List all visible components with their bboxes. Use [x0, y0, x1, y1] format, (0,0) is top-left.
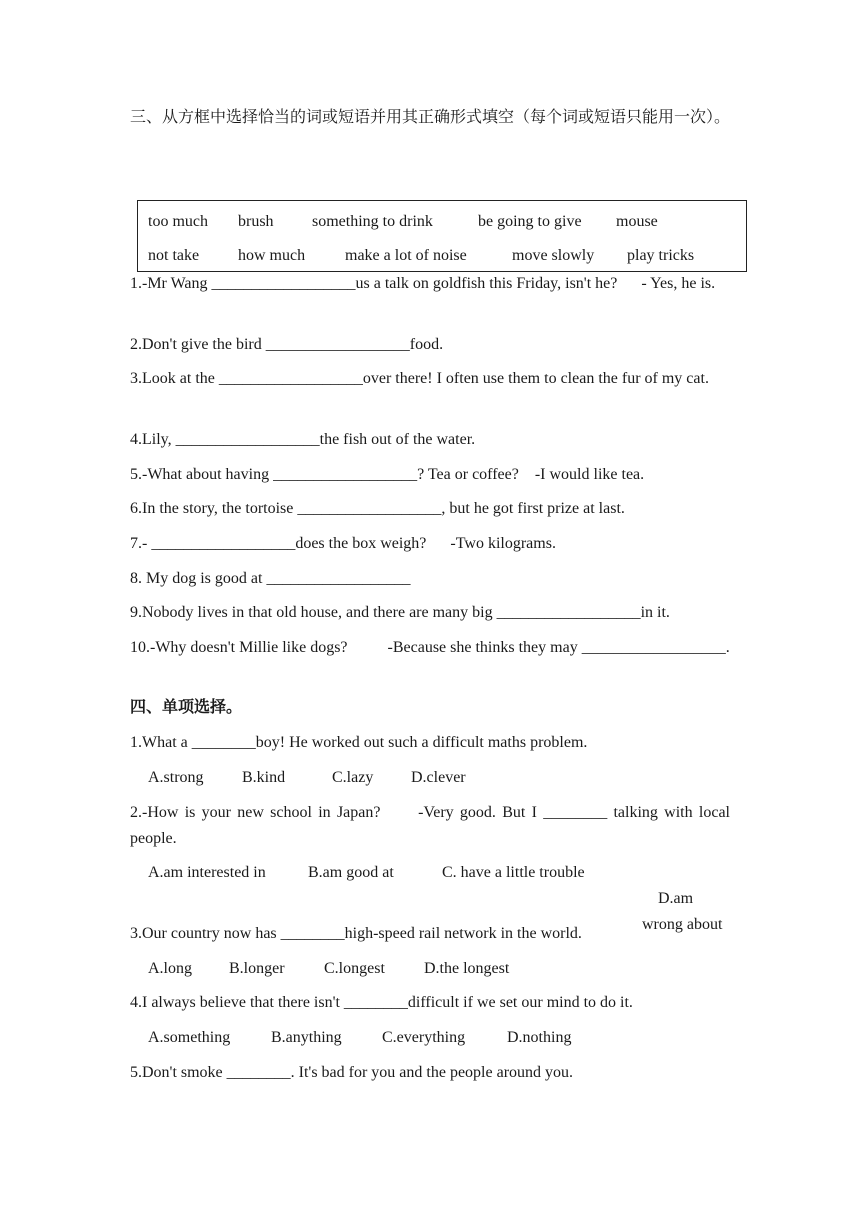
- fill-question-6: 6.In the story, the tortoise __________________, but he got first prize at last.: [130, 500, 625, 517]
- mc-option-d-wrap: [642, 860, 732, 964]
- mc-question-1: 1.What a ________boy! He worked out such a difficult maths problem.: [130, 734, 588, 751]
- fill-question-3: 3.Look at the __________________over there! I often use them to clean the fur of my cat.: [130, 370, 709, 387]
- fill-question-1: 1.-Mr Wang __________________us a talk on goldfish this Friday, isn't he? - Yes, he is.: [130, 275, 716, 292]
- mc-option-c: C.everything: [382, 1029, 466, 1046]
- mc-option-c: C.longest: [324, 960, 385, 977]
- word-box-row2: [148, 246, 695, 266]
- mc-option-d: D.the longest: [424, 960, 510, 977]
- mc-question-4: 4.I always believe that there isn't ________difficult if we set our mind to do it.: [130, 994, 633, 1011]
- word-option: play tricks: [627, 247, 695, 264]
- mc-option-d: D.clever: [411, 769, 466, 786]
- mc-option-a: A.strong: [148, 769, 204, 786]
- fill-question-2: 2.Don't give the bird __________________food.: [130, 336, 444, 353]
- section3-heading: 三、从方框中选择恰当的词或短语并用其正确形式填空（每个词或短语只能用一次）。: [130, 109, 731, 126]
- mc-option-b: B.longer: [229, 960, 285, 977]
- mc-question-2: 2.-How is your new school in Japan? -Very good. But I ________ talking with local people.: [130, 804, 734, 847]
- mc-option-d-text: D.am wrong about: [642, 890, 723, 933]
- word-box: [137, 200, 747, 272]
- mc-question-3: 3.Our country now has ________high-speed rail network in the world.: [130, 925, 582, 942]
- word-box-row1: [148, 212, 658, 232]
- word-option: be going to give: [478, 213, 582, 230]
- mc-question-5: 5.Don't smoke ________. It's bad for you and the people around you.: [130, 1064, 574, 1081]
- word-option: not take: [148, 247, 200, 264]
- fill-question-9: 9.Nobody lives in that old house, and there are many big __________________in it.: [130, 604, 670, 621]
- section4-heading: 四、单项选择。: [130, 699, 243, 716]
- word-option: how much: [238, 247, 306, 264]
- fill-question-10: 10.-Why doesn't Millie like dogs? -Because she thinks they may __________________.: [130, 639, 730, 656]
- mc-option-a: A.long: [148, 960, 192, 977]
- word-option: brush: [238, 213, 274, 230]
- mc-option-a: A.something: [148, 1029, 231, 1046]
- fill-question-5: 5.-What about having __________________? Tea or coffee? -I would like tea.: [130, 466, 645, 483]
- mc-option-d: D.nothing: [507, 1029, 572, 1046]
- word-option: move slowly: [512, 247, 595, 264]
- mc-option-b: B.kind: [242, 769, 286, 786]
- word-option: mouse: [616, 213, 658, 230]
- mc-option-a: A.am interested in: [148, 864, 266, 881]
- fill-question-4: 4.Lily, __________________the fish out of the water.: [130, 431, 476, 448]
- word-option: too much: [148, 213, 208, 230]
- word-option: something to drink: [312, 213, 433, 230]
- mc-option-c: C. have a little trouble: [442, 864, 585, 881]
- word-option: make a lot of noise: [345, 247, 467, 264]
- fill-question-7: 7.- __________________does the box weigh? -Two kilograms.: [130, 535, 556, 552]
- mc-option-b: B.anything: [271, 1029, 342, 1046]
- mc-option-c: C.lazy: [332, 769, 374, 786]
- fill-question-8: 8. My dog is good at __________________: [130, 570, 411, 587]
- mc-option-b: B.am good at: [308, 864, 394, 881]
